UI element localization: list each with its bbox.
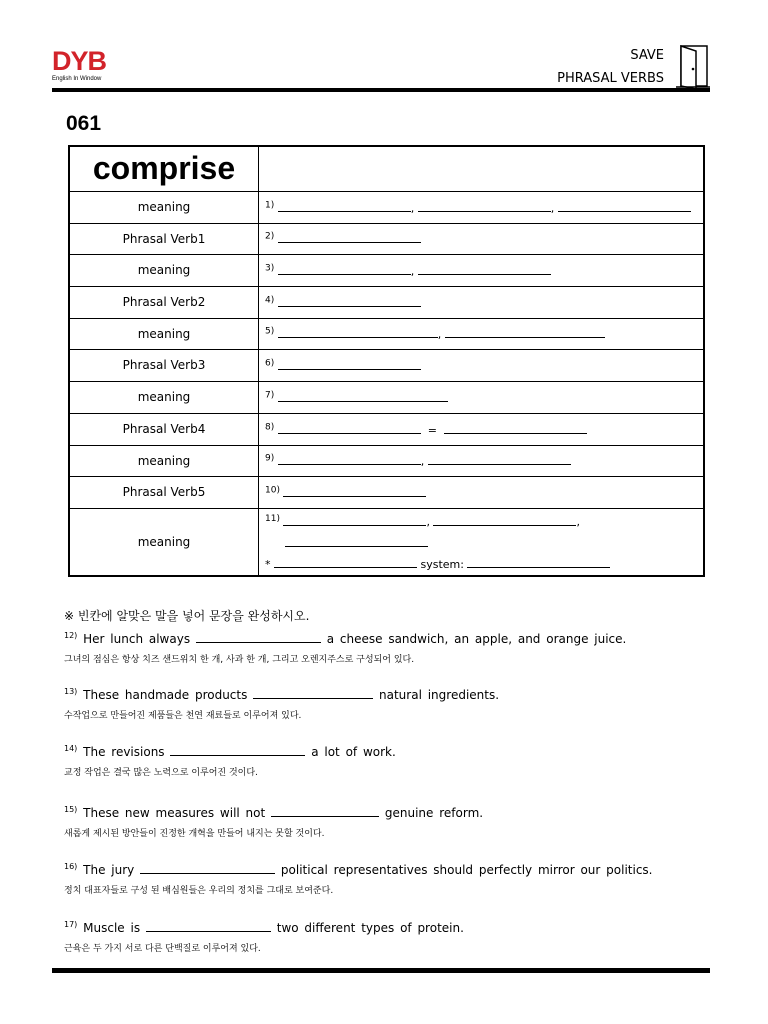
question-text-after: a lot of work. [311, 745, 396, 759]
row-number: 10) [265, 484, 280, 495]
answer-blank[interactable] [558, 200, 691, 212]
row-label: meaning [69, 254, 259, 286]
vocabulary-table [68, 145, 705, 577]
question-translation: 정치 대표자들로 구성 된 배심원들은 우리의 정치를 그대로 보여준다. [64, 886, 334, 896]
row-number: 1) [265, 199, 275, 210]
question-item [64, 862, 652, 896]
row-label: meaning [69, 191, 259, 223]
question-blank[interactable] [196, 631, 321, 643]
question-blank[interactable] [146, 920, 271, 932]
question-blank[interactable] [140, 862, 275, 874]
answer-blank[interactable] [278, 326, 438, 338]
headword: comprise [92, 150, 236, 187]
door-icon [676, 43, 710, 89]
asterisk: * [265, 557, 271, 571]
row-label: Phrasal Verb3 [69, 349, 259, 381]
question-sentence [64, 744, 396, 759]
table-row [69, 254, 704, 286]
row-number: 2) [265, 231, 275, 242]
question-item [64, 920, 464, 954]
question-sentence [64, 862, 652, 877]
header-line-phrasal-verbs: PHRASAL VERBS [557, 71, 664, 86]
word-row [69, 146, 704, 191]
answer-blank[interactable] [278, 295, 421, 307]
answer-blank[interactable] [278, 390, 448, 402]
logo-text: DYB [52, 46, 107, 76]
question-text-before: These handmade products [83, 688, 248, 702]
answer-cell [259, 349, 705, 381]
answer-cell: $^{1)}$ , , [259, 191, 705, 223]
row-number: 4) [265, 294, 275, 305]
answer-blank[interactable] [428, 453, 571, 465]
question-translation: 교정 작업은 결국 많은 노력으로 이루어진 것이다. [64, 768, 258, 778]
row-label: Phrasal Verb2 [69, 286, 259, 318]
table-row [69, 349, 704, 381]
system-label: system: [420, 557, 464, 571]
answer-blank[interactable] [418, 200, 551, 212]
answer-cell: $^{9)}$ , [259, 445, 705, 476]
question-blank[interactable] [170, 744, 305, 756]
question-text-before: Her lunch always [83, 632, 191, 646]
question-number: 15) [64, 805, 78, 814]
answer-blank[interactable] [283, 514, 426, 526]
table-row [69, 223, 704, 254]
question-translation: 수작업으로 만들어진 제품들은 천연 재료들로 이루어져 있다. [64, 711, 302, 721]
header-line-save: SAVE [630, 48, 664, 63]
table-row [69, 286, 704, 318]
row-number: 5) [265, 326, 275, 337]
question-number: 14) [64, 744, 78, 753]
answer-blank[interactable] [278, 358, 421, 370]
entry-number: 061 [66, 112, 102, 135]
answer-blank[interactable] [278, 231, 421, 243]
answer-blank[interactable] [433, 514, 576, 526]
question-text-after: natural ingredients. [379, 688, 500, 702]
header-title [557, 44, 664, 90]
row-label: meaning [69, 381, 259, 413]
question-translation: 새롭게 제시된 방안들이 진정한 개혁을 만들어 내지는 못할 것이다. [64, 829, 325, 839]
question-text-after: two different types of protein. [276, 921, 464, 935]
question-number: 16) [64, 862, 78, 871]
table-row [69, 413, 704, 445]
footer-rule [52, 968, 710, 973]
answer-line [265, 533, 703, 554]
row-label: Phrasal Verb5 [69, 476, 259, 508]
question-text-after: political representatives should perfectly mirror our politics. [280, 863, 653, 877]
table-row [69, 508, 704, 576]
question-item [64, 744, 396, 778]
answer-blank[interactable] [283, 485, 426, 497]
answer-blank[interactable] [278, 422, 421, 434]
question-text-before: These new measures will not [83, 806, 266, 820]
answer-line: $^{11)}$ , , [265, 513, 580, 529]
headword-cell [69, 146, 259, 191]
question-text-after: a cheese sandwich, an apple, and orange juice. [326, 632, 627, 646]
question-text-before: The revisions [83, 745, 165, 759]
answer-cell [259, 223, 705, 254]
row-label: Phrasal Verb1 [69, 223, 259, 254]
question-blank[interactable] [253, 687, 373, 699]
row-number: 6) [265, 357, 275, 368]
answer-blank[interactable] [445, 326, 605, 338]
logo-subtitle: English In Window [52, 76, 102, 82]
headword-answer-cell [259, 146, 705, 191]
answer-cell [259, 286, 705, 318]
answer-blank[interactable] [278, 200, 411, 212]
row-number: 9) [265, 453, 275, 464]
answer-blank[interactable] [285, 535, 428, 547]
dyb-logo [52, 48, 106, 82]
answer-cell [259, 508, 705, 576]
question-text-after: genuine reform. [384, 806, 484, 820]
question-text-before: Muscle is [83, 921, 141, 935]
question-sentence [64, 805, 483, 820]
question-number: 12) [64, 631, 78, 640]
row-number: 11) [265, 513, 280, 524]
answer-blank[interactable] [467, 556, 610, 568]
answer-cell: $^{5)}$ , [259, 318, 705, 349]
answer-blank[interactable] [274, 556, 417, 568]
answer-blank[interactable] [278, 453, 421, 465]
table-row [69, 476, 704, 508]
row-label: meaning [69, 318, 259, 349]
row-number: 3) [265, 262, 275, 273]
question-text-before: The jury [83, 863, 135, 877]
answer-cell [259, 381, 705, 413]
answer-cell: $^{3)}$ , [259, 254, 705, 286]
question-translation: 근육은 두 가지 서로 다른 단백질로 이루어져 있다. [64, 944, 261, 954]
row-label: Phrasal Verb4 [69, 413, 259, 445]
question-item [64, 805, 483, 839]
table-row [69, 318, 704, 349]
table-row [69, 381, 704, 413]
question-item [64, 631, 626, 665]
answer-blank[interactable] [444, 422, 587, 434]
question-blank[interactable] [271, 805, 379, 817]
answer-cell [259, 476, 705, 508]
header-rule [52, 88, 710, 92]
question-item [64, 687, 499, 721]
answer-cell [259, 413, 705, 445]
question-sentence [64, 687, 499, 702]
answer-line [265, 554, 703, 575]
row-label: meaning [69, 508, 259, 576]
instruction-text: ※ 빈칸에 알맞은 말을 넣어 문장을 완성하시오. [64, 609, 310, 623]
answer-blank[interactable] [278, 263, 411, 275]
question-number: 17) [64, 920, 78, 929]
equals-sign: = [427, 423, 437, 437]
row-number: 7) [265, 389, 275, 400]
row-number: 8) [265, 421, 275, 432]
table-row [69, 191, 704, 223]
table-row [69, 445, 704, 476]
answer-blank[interactable] [418, 263, 551, 275]
question-number: 13) [64, 687, 78, 696]
question-sentence [64, 920, 464, 935]
question-translation: 그녀의 점심은 항상 치즈 샌드위치 한 개, 사과 한 개, 그리고 오렌지주스로 구성되어 있다. [64, 655, 415, 665]
row-label: meaning [69, 445, 259, 476]
question-sentence [64, 631, 626, 646]
